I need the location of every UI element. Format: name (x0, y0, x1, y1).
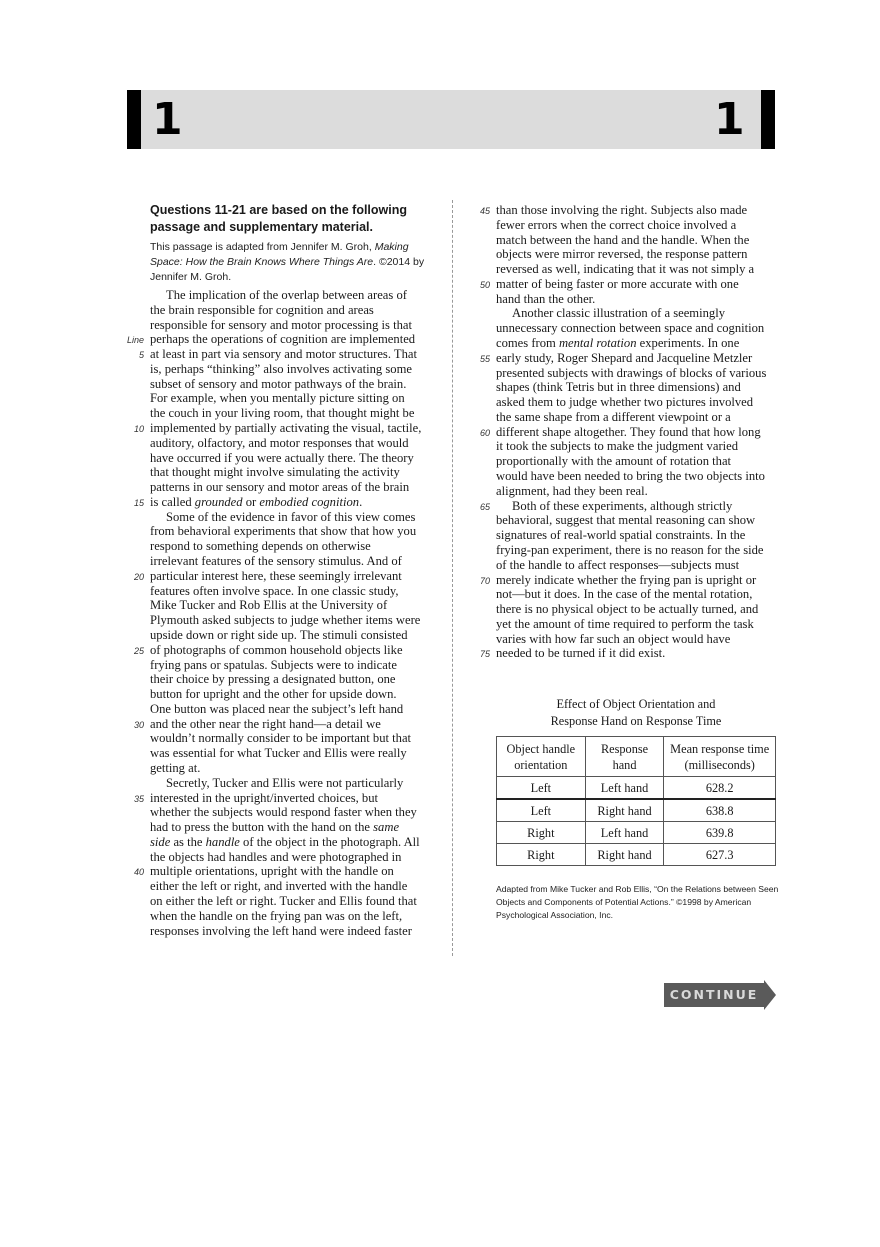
text-run: alignment, had they been real. (496, 483, 648, 498)
table-cell: Left (497, 799, 586, 822)
passage-line (496, 292, 595, 307)
text-run: signatures of real-world spatial constraints. In the (496, 528, 746, 543)
continue-label: CONTINUE (669, 987, 759, 1002)
line-number: 50 (479, 279, 490, 290)
section-bar-right (761, 90, 775, 149)
text-run: and the other near the right hand—a detail we (150, 716, 381, 731)
line-text (496, 410, 731, 424)
line-text (496, 632, 730, 646)
header-text: Object handle (506, 741, 576, 756)
passage-line (150, 480, 409, 495)
text-run: had to press the button with the hand on the (150, 820, 374, 835)
text-run: would have been needed to bring the two objects into (496, 469, 765, 484)
text-run: yet the amount of time required to perform the task (496, 616, 754, 631)
passage-line (133, 421, 422, 436)
line-number: 60 (479, 427, 490, 438)
passage-line (150, 820, 399, 835)
passage-line (496, 233, 749, 248)
line-text (150, 731, 411, 745)
line-text (150, 451, 414, 465)
text-run: was essential for what Tucker and Ellis were really (150, 746, 407, 761)
passage-line (496, 558, 739, 573)
passage-line (496, 484, 648, 499)
text-run: multiple orientations, upright with the handle on (150, 864, 394, 879)
passage-line (496, 617, 754, 632)
passage-line (496, 469, 765, 484)
passage-line (133, 568, 402, 584)
table-cell: Right (497, 822, 586, 844)
text-run: respond to something depends on otherwise (150, 539, 371, 554)
line-number: 20 (133, 571, 144, 582)
line-text (496, 469, 765, 483)
text-run: the brain responsible for cognition and areas (150, 302, 374, 317)
line-text (150, 421, 421, 435)
line-text (496, 558, 739, 572)
line-text (496, 306, 725, 320)
text-run: as the (170, 834, 206, 849)
passage-line (150, 362, 412, 377)
section-number-left: 1 (152, 94, 183, 145)
line-text (496, 499, 732, 513)
line-number: 35 (133, 793, 144, 804)
passage-line (150, 288, 407, 303)
text-run: than those involving the right. Subjects also made (496, 203, 748, 217)
text-run: irrelevant features of the sensory stimulus. And of (150, 554, 402, 569)
text-run: varies with how far such an object would have (496, 631, 731, 646)
table-cell: Right (497, 844, 586, 866)
line-text (496, 203, 747, 217)
text-run: there is no physical object to be actually turned, and (496, 602, 759, 617)
line-text (150, 569, 402, 583)
line-number: 45 (479, 206, 490, 216)
source-title: Making Space: How the Brain Knows Where Things Are (150, 241, 409, 268)
text-run: of the handle to affect responses—subjects must (496, 557, 740, 572)
line-text (496, 573, 756, 587)
passage-line (496, 218, 736, 233)
passage-line (150, 584, 399, 599)
line-text (150, 746, 407, 760)
line-number: 15 (133, 497, 144, 508)
text-run: Secretly, Tucker and Ellis were not particularly (166, 775, 404, 790)
text-run: reversed as well, indicating that it was not simply a (496, 262, 755, 277)
passage-line (496, 321, 764, 336)
text-run: it took the subjects to make the judgment varied (496, 439, 739, 454)
table-credit: Adapted from Mike Tucker and Rob Ellis, “On the Relations between Seen Objects and Components of Potential Actions.” ©1998 by American Psychological Association, Inc. (496, 884, 779, 920)
line-text (496, 528, 745, 542)
line-text (496, 277, 739, 291)
text-run: shapes (think Tetris but in three dimensions) and (496, 380, 741, 395)
text-run: upside down or right side up. The stimuli consisted (150, 627, 408, 642)
arrow-right-icon (764, 980, 776, 1010)
header-text: Response (600, 741, 649, 756)
passage-line (496, 454, 731, 469)
text-run: either the left or right, and inverted with the handle (150, 879, 408, 894)
line-text (496, 543, 764, 557)
table-header-row (497, 737, 776, 777)
passage-line (150, 465, 400, 480)
passage-line (150, 539, 371, 554)
line-text (150, 894, 417, 908)
text-run: The implication of the overlap between areas of (166, 288, 407, 302)
text-run: merely indicate whether the frying pan is upright or (496, 572, 757, 587)
questions-heading: Questions 11-21 are based on the following passage and supplementary material. (150, 203, 408, 234)
text-run: unnecessary connection between space and cognition (496, 321, 765, 336)
line-number: Line (126, 335, 144, 346)
line-text (150, 391, 405, 405)
table-title (496, 696, 776, 729)
text-run: their choice by pressing a designated button, one (150, 672, 396, 687)
italic-text: grounded (194, 494, 243, 509)
passage-line (496, 262, 754, 277)
text-run: implemented by partially activating the visual, tactile, (150, 421, 422, 436)
passage-line (496, 247, 747, 262)
passage-line (138, 347, 417, 362)
passage-line (150, 894, 417, 909)
passage-line (150, 850, 401, 865)
table-cell: 627.3 (664, 844, 776, 866)
table-cell: Left hand (585, 822, 664, 844)
italic-text: same (373, 820, 400, 835)
table-row (497, 777, 776, 800)
line-text (496, 646, 665, 660)
continue-button[interactable] (664, 983, 764, 1007)
passage-line (150, 451, 414, 466)
text-run: early study, Roger Shepard and Jacqueline Metzler (496, 350, 753, 365)
line-text (496, 321, 764, 335)
italic-text: side (150, 834, 171, 849)
passage-line (150, 377, 406, 392)
passage-line (150, 731, 411, 746)
header-text: hand (612, 757, 637, 772)
text-run: Plymouth asked subjects to judge whether items were (150, 613, 421, 628)
text-run: auditory, olfactory, and motor responses that would (150, 435, 409, 450)
passage-line (479, 646, 666, 661)
line-text (150, 658, 397, 672)
line-text (150, 761, 200, 775)
line-text (150, 717, 381, 731)
line-text (150, 687, 397, 701)
text-run: fewer errors when the correct choice involved a (496, 217, 737, 232)
text-run: wouldn’t normally consider to be important but that (150, 731, 412, 746)
line-text (150, 377, 406, 391)
passage-line (133, 790, 379, 806)
passage-line (150, 687, 397, 702)
table-cell: 628.2 (664, 777, 776, 800)
line-text (150, 465, 400, 479)
section-number-right: 1 (714, 94, 745, 145)
passage-line (496, 336, 739, 351)
passage-line (479, 498, 733, 514)
line-text (150, 554, 402, 568)
source-suffix: . ©2014 by Jennifer M. Groh. (150, 256, 425, 283)
passage-line (150, 318, 412, 333)
line-text (150, 480, 409, 494)
passage-line (496, 587, 752, 602)
text-run: interested in the upright/inverted choices, but (150, 790, 379, 805)
passage-line (479, 203, 748, 218)
passage-line (150, 554, 402, 569)
text-run: frying-pan experiment, there is no reason for the side (496, 542, 764, 557)
line-text (150, 436, 409, 450)
passage-line (496, 513, 755, 528)
line-text (496, 454, 731, 468)
line-number: 25 (133, 645, 144, 656)
text-run: features often involve space. In one classic study, (150, 583, 399, 598)
passage-line (496, 306, 725, 321)
header-text: (milliseconds) (684, 757, 755, 772)
passage-line (150, 303, 374, 318)
passage-line (133, 494, 363, 510)
line-text (150, 510, 415, 524)
text-run: proportionally with the amount of rotation that (496, 454, 732, 469)
line-number: 30 (133, 719, 144, 730)
text-run: needed to be turned if it did exist. (496, 646, 666, 661)
line-number: 40 (133, 867, 144, 878)
passage-line (150, 436, 409, 451)
passage-line (150, 805, 417, 820)
passage-line (150, 879, 407, 894)
table-title-line: Effect of Object Orientation and (556, 697, 716, 711)
line-text (150, 288, 407, 302)
section-bar-left (127, 90, 141, 149)
line-text (150, 776, 403, 790)
line-text (496, 395, 753, 409)
text-run: asked them to judge whether two pictures involved (496, 395, 754, 410)
table-title-line: Response Hand on Response Time (550, 713, 722, 728)
passage-line (150, 510, 415, 525)
passage-line (479, 424, 761, 440)
text-run: hand than the other. (496, 291, 596, 306)
line-text (496, 587, 752, 601)
text-run: from behavioral experiments that show that how you (150, 524, 417, 539)
passage-line (479, 350, 753, 366)
passage-line (496, 366, 766, 381)
line-text (150, 332, 415, 346)
text-run: subset of sensory and motor pathways of the brain. (150, 376, 407, 391)
text-run: is called (150, 494, 195, 509)
passage-line (150, 658, 397, 673)
text-run: responsible for sensory and motor processing is that (150, 317, 412, 332)
text-run: the same shape from a different viewpoint or a (496, 409, 731, 424)
line-text (150, 613, 420, 627)
text-run: Another classic illustration of a seemingly (512, 306, 725, 321)
line-text (496, 602, 758, 616)
line-text (150, 584, 399, 598)
passage-line (133, 864, 394, 879)
line-text (150, 864, 394, 878)
line-number: 75 (479, 649, 490, 660)
table-row (497, 799, 776, 822)
line-text (496, 425, 761, 439)
line-text (150, 835, 420, 849)
line-text (150, 318, 412, 332)
line-number: 70 (479, 575, 490, 586)
text-run: not—but it does. In the case of the mental rotation, (496, 587, 753, 602)
response-time-table (496, 736, 776, 866)
passage-line (496, 439, 738, 454)
line-text (150, 539, 371, 553)
header-text: orientation (514, 757, 568, 772)
table-row (497, 844, 776, 866)
text-run: when the handle on the frying pan was on the left, (150, 908, 403, 923)
table-cell: Right hand (585, 799, 664, 822)
text-run: experiments. In one (636, 336, 740, 351)
text-run: presented subjects with drawings of blocks of various (496, 365, 767, 380)
text-run: perhaps the operations of cognition are implemented (150, 332, 416, 347)
table-cell: Right hand (585, 844, 664, 866)
text-run: on either the left or right. Tucker and Ellis found that (150, 893, 417, 908)
line-text (150, 303, 374, 317)
passage-line (150, 924, 412, 939)
line-text (496, 292, 595, 306)
passage-line (150, 598, 387, 613)
text-run: is, perhaps “thinking” also involves activating some (150, 361, 412, 376)
passage-line (150, 702, 403, 717)
italic-text: embodied cognition (259, 494, 360, 509)
line-text (150, 702, 403, 716)
line-text (496, 262, 754, 276)
text-run: at least in part via sensory and motor structures. That (150, 347, 417, 362)
column-divider (452, 200, 453, 956)
passage-line (150, 672, 396, 687)
passage-line (150, 391, 405, 406)
line-text (496, 247, 747, 261)
text-run: the objects had handles and were photographed in (150, 849, 402, 864)
text-run: getting at. (150, 760, 201, 775)
passage-line (150, 613, 420, 628)
line-number: 65 (479, 501, 490, 512)
text-run: frying pans or spatulas. Subjects were to indicate (150, 657, 397, 672)
text-run: Mike Tucker and Rob Ellis at the University of (150, 598, 388, 613)
text-run: objects were mirror reversed, the response pattern (496, 247, 748, 262)
passage-line (496, 410, 731, 425)
header-hand (585, 737, 664, 777)
section-header-band (127, 90, 775, 149)
line-text (150, 524, 416, 538)
text-run: One button was placed near the subject’s left hand (150, 701, 404, 716)
passage-line (496, 602, 758, 617)
text-run: For example, when you mentally picture sitting on (150, 391, 405, 406)
line-text (150, 495, 362, 509)
header-orientation (497, 737, 586, 777)
line-text (496, 484, 648, 498)
passage-line (150, 835, 420, 850)
passage-line (479, 276, 739, 292)
line-text (496, 233, 749, 247)
table-cell: 638.8 (664, 799, 776, 822)
text-run: of photographs of common household objects like (150, 642, 403, 657)
line-text (150, 628, 408, 642)
text-run: of the object in the photograph. All (239, 834, 420, 849)
text-run: the couch in your living room, that thought might be (150, 406, 415, 421)
passage-line (496, 543, 764, 558)
text-run: whether the subjects would respond faster when they (150, 805, 417, 820)
passage-line (479, 572, 757, 588)
line-text (496, 351, 752, 365)
passage-line (496, 380, 741, 395)
text-run: Some of the evidence in favor of this view comes (166, 509, 416, 524)
table-cell: Left (497, 777, 586, 800)
line-text (150, 643, 403, 657)
line-number: 5 (138, 350, 144, 361)
header-time (664, 737, 776, 777)
text-run: particular interest here, these seemingly irrelevant (150, 568, 402, 583)
passage-line (496, 395, 753, 410)
text-run: match between the hand and the handle. When the (496, 232, 750, 247)
text-run: that thought might involve simulating the activity (150, 465, 400, 480)
table-cell: Left hand (585, 777, 664, 800)
text-run: have occurred if you were actually there. The theory (150, 450, 414, 465)
text-run: matter of being faster or more accurate with one (496, 276, 739, 291)
header-text: Mean response time (670, 741, 770, 756)
passage-line (496, 528, 745, 543)
passage-line (150, 761, 200, 776)
text-run: . (359, 494, 363, 509)
source-prefix: This passage is adapted from Jennifer M. Groh, (150, 241, 375, 253)
line-text (496, 439, 738, 453)
line-text (150, 909, 402, 923)
passage-line (496, 632, 730, 647)
line-text (496, 336, 739, 350)
text-run: different shape altogether. They found that how long (496, 424, 761, 439)
passage-line (150, 406, 414, 421)
text-run: or (242, 494, 260, 509)
line-text (150, 362, 412, 376)
passage-line (150, 909, 402, 924)
line-text (150, 879, 407, 893)
passage-source (150, 240, 440, 285)
line-text (496, 513, 755, 527)
line-text (150, 672, 396, 686)
line-text (496, 366, 766, 380)
text-run: behavioral, suggest that mental reasoning can show (496, 513, 756, 528)
line-text (150, 820, 399, 834)
line-text (150, 850, 401, 864)
passage-line (133, 716, 381, 732)
text-run: responses involving the left hand were indeed faster (150, 923, 412, 938)
line-number: 55 (479, 353, 490, 364)
line-text (150, 805, 417, 819)
line-text (150, 347, 417, 361)
line-text (150, 598, 387, 612)
line-text (150, 924, 412, 938)
text-run: comes from (496, 336, 559, 351)
table-row (497, 822, 776, 844)
passage-line (150, 746, 407, 761)
line-text (150, 791, 378, 805)
passage-line (150, 776, 403, 791)
line-number: 10 (133, 424, 144, 435)
line-text (496, 218, 736, 232)
passage-line (133, 642, 403, 658)
passage-line (150, 524, 416, 539)
text-run: button for upright and the other for upside down. (150, 687, 397, 702)
line-text (150, 406, 414, 420)
italic-text: handle (205, 834, 240, 849)
italic-text: mental rotation (558, 336, 637, 351)
line-text (496, 380, 741, 394)
text-run: Both of these experiments, although strictly (512, 498, 733, 513)
table-cell: 639.8 (664, 822, 776, 844)
passage-line (150, 628, 408, 643)
text-run: patterns in our sensory and motor areas of the brain (150, 480, 410, 495)
line-text (496, 617, 754, 631)
passage-line (126, 332, 416, 347)
